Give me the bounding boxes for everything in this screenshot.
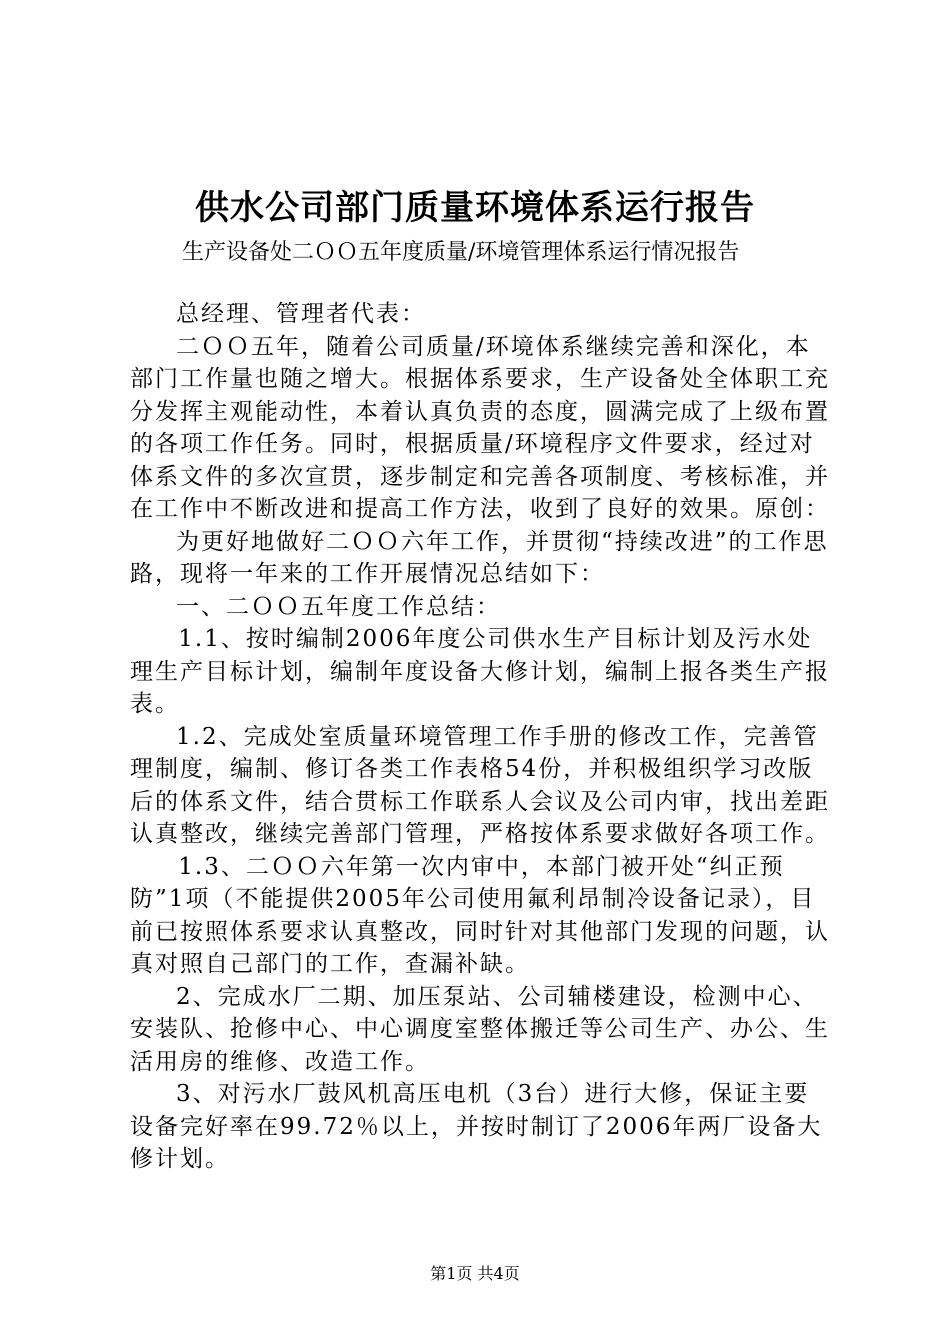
list-item-1-3: 1.3、二ＯＯ六年第一次内审中，本部门被开处“纠正预防”1项（不能提供2005年公司使用氟利昂制冷设备记录），目前已按照体系要求认真整改，同时针对其他部门发现的问题，认真对照自己部门的工作，查漏补缺。 [130, 853, 830, 977]
list-item-2: 2、完成水厂二期、加压泵站、公司辅楼建设，检测中心、安装队、抢修中心、中心调度室整体搬迁等公司生产、办公、生活用房的维修、改造工作。 [130, 983, 830, 1075]
page-footer: 第1页 共4页 [430, 1264, 520, 1283]
list-item-1-2: 1.2、完成处室质量环境管理工作手册的修改工作，完善管理制度，编制、修订各类工作表格54份，并积极组织学习改版后的体系文件，结合贯标工作联系人会议及公司内审，找出差距认真整改，继续完善部门管理，严格按体系要求做好各项工作。 [130, 723, 830, 847]
document-subtitle: 生产设备处二ＯＯ五年度质量/环境管理体系运行情况报告 [182, 240, 740, 265]
paragraph-intro: 二ＯＯ五年，随着公司质量/环境体系继续完善和深化，本部门工作量也随之增大。根据体系要求，生产设备处全体职工充分发挥主观能动性，本着认真负责的态度，圆满完成了上级布置的各项工作任务。同时，根据质量/环境程序文件要求，经过对体系文件的多次宣贯，逐步制定和完善各项制度、考核标准，并在工作中不断改进和提高工作方法，收到了良好的效果。原创： [130, 333, 830, 522]
list-item-1-1: 1.1、按时编制2006年度公司供水生产目标计划及污水处理生产目标计划，编制年度设备大修计划，编制上报各类生产报表。 [130, 626, 830, 717]
section-heading: 一、二ＯＯ五年度工作总结： [176, 593, 501, 620]
paragraph-purpose: 为更好地做好二ＯＯ六年工作，并贯彻“持续改进”的工作思路，现将一年来的工作开展情况总结如下： [130, 528, 829, 587]
document-body [130, 298, 830, 1176]
document-title: 供水公司部门质量环境体系运行报告 [195, 188, 755, 228]
list-item-3: 3、对污水厂鼓风机高压电机（3台）进行大修，保证主要设备完好率在99.72％以上，并按时制订了2006年两厂设备大修计划。 [130, 1081, 823, 1172]
salutation: 总经理、管理者代表： [176, 301, 426, 327]
